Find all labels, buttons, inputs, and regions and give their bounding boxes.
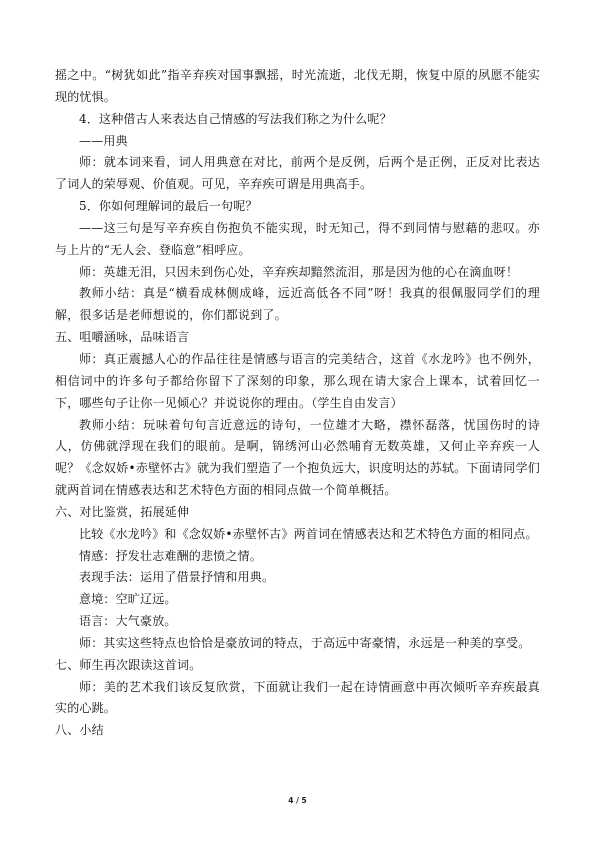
- comparison-emotion: 情感：抒发壮志难酬的悲愤之情。: [79, 548, 263, 563]
- teacher-summary-2: 教师小结：玩味着句句言近意远的诗句，一位雄才大略，襟怀磊落，忧国伤时的诗人，仿佛就浮现在我们的眼前。是啊，锦绣河山必然哺育无数英雄，又何止辛弃疾一人呢？《念奴娇•赤壁怀古》就为我们塑造了一个抱负远大，识度明达的苏轼。下面请同学们就两首词在情感表达和艺术特色方面的相同点做一个简单概括。: [55, 417, 540, 498]
- teacher-remark-tears: 师：英雄无泪，只因未到伤心处，辛弃疾却黯然流泪，那是因为他的心在滴血呀！: [79, 264, 519, 279]
- page-body: [55, 65, 540, 742]
- paragraph-continuation: 摇之中。“树犹如此”指辛弃疾对国事飘摇，时光流逝，北伐无期，恢复中原的夙愿不能实现的忧惧。: [55, 68, 540, 104]
- section-heading-6: 六、对比鉴赏，拓展延伸: [55, 504, 190, 519]
- teacher-prompt-language: 师：真正震撼人心的作品往往是情感与语言的完美结合，这首《水龙吟》也不例外，相信词中的许多句子都给你留下了深刻的印象，那么现在请大家合上课本，试着回忆一下，哪些句子让你一见倾心？并说说你的理由。（学生自由发言）: [55, 351, 540, 410]
- teacher-remark-allusion: 师：就本词来看，词人用典意在对比，前两个是反例，后两个是正例，正反对比表达了词人的荣辱观、价值观。可见，辛弃疾可谓是用典高手。: [55, 155, 540, 192]
- question-5: 5．你如何理解词的最后一句呢？: [79, 199, 258, 214]
- comparison-technique: 表现手法：运用了借景抒情和用典。: [79, 570, 275, 585]
- answer-5: ——这三句是写辛弃疾自伤抱负不能实现，时无知己，得不到同情与慰藉的悲叹。亦与上片的“无人会、登临意”相呼应。: [55, 220, 540, 257]
- teacher-remark-reread: 师：美的艺术我们该反复欣赏，下面就让我们一起在诗情画意中再次倾听辛弃疾最真实的心跳。: [55, 679, 540, 716]
- answer-4: ——用典: [79, 133, 128, 148]
- comparison-task: 比较《水龙吟》和《念奴娇•赤壁怀古》两首词在情感表达和艺术特色方面的相同点。: [79, 526, 538, 541]
- section-heading-7: 七、师生再次跟读这首词。: [55, 657, 202, 672]
- section-heading-8: 八、小结: [55, 723, 104, 738]
- teacher-summary-1: 教师小结：真是“横看成林侧成峰，远近高低各不同”呀！我真的很佩服同学们的理解，很多话是老师想说的，你们都说到了。: [55, 286, 540, 323]
- section-heading-5: 五、咀嚼涵咏，品味语言: [55, 330, 190, 345]
- teacher-remark-style: 师：其实这些特点也恰恰是豪放词的特点，于高远中寄豪情，永远是一种美的享受。: [79, 635, 531, 650]
- comparison-language: 语言：大气豪放。: [79, 614, 177, 629]
- page-number: 4 / 5: [288, 796, 307, 805]
- comparison-imagery: 意境：空旷辽远。: [79, 592, 177, 607]
- question-4: 4．这种借古人来表达自己情感的写法我们称之为什么呢？: [79, 111, 392, 126]
